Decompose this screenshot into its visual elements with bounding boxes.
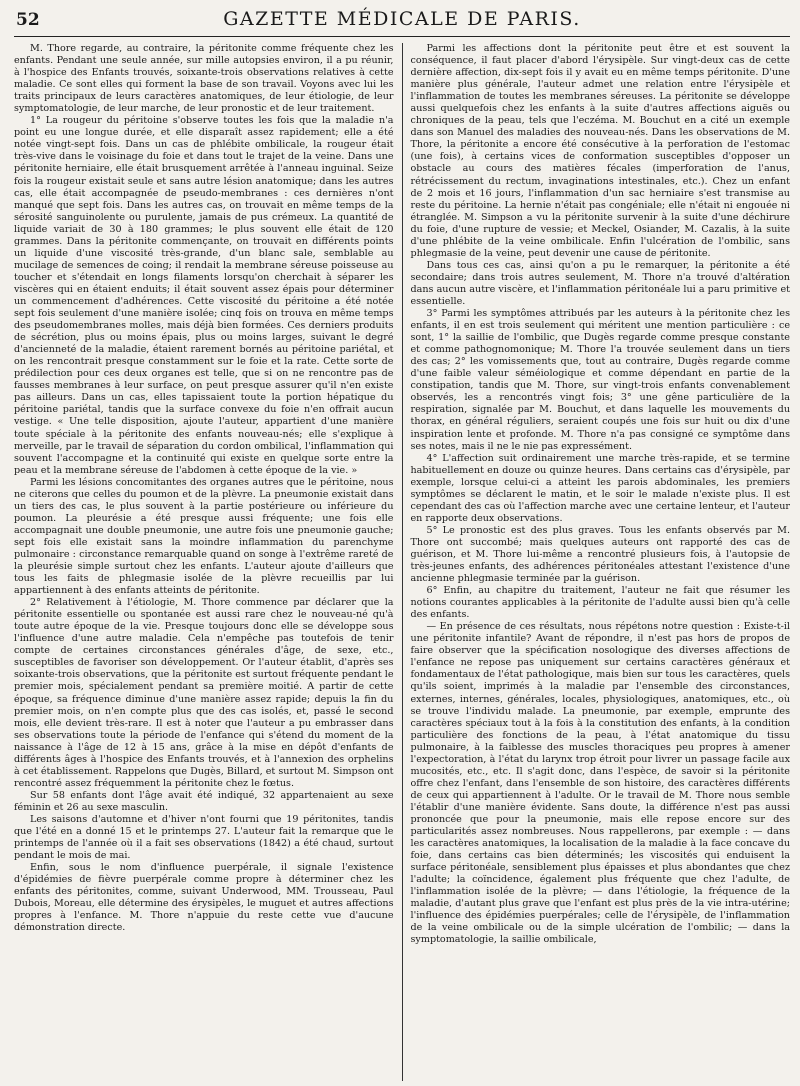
paragraph: Parmi les affections dont la péritonite peut être et est souvent la conséquence, il faut placer d'abord l'érysipèle. Sur vingt-deux cas de cette dernière affection, dix-sept fois il y avait eu en même temps péritonite. D'une manière plus générale, l'auteur admet une relation entre l'érysipèle et l'inflammation de toutes les membranes séreuses. La péritonite se développe aussi quelquefois chez les enfants à la suite d'autres affections aiguës ou chroniques de la peau, tels que l'eczéma. M. Bouchut en a cité un exemple dans son Manuel des maladies des nouveau-nés. Dans les observations de M. Thore, la péritonite a encore été consécutive à la perforation de l'estomac (une fois), à certains vices de conformation susceptibles d'opposer un obstacle au cours des matières fécales (imperforation de l'anus, rétrécissement du rectum, invaginations intestinales, etc.). Chez un enfant de 2 mois et 16 jours, l'inflammation d'un sac herniaire s'est transmise au reste du péritoine. La hernie n'était pas congéniale; elle n'était ni engouée ni étranglée. M. Simpson a vu la péritonite survenir à la suite d'une déchirure du foie, d'une rupture de vessie; et Meckel, Osiander, M. Cazalis, à la suite d'une phlébite de la veine ombilicale. Enfin l'ulcération de l'ombilic, sans phlegmasie de la veine, peut devenir une cause de péritonite. [410,43,790,259]
paragraph: — En présence de ces résultats, nous répétons notre question : Existe-t-il une péritonite infantile? Avant de répondre, il n'est pas hors de propos de faire observer que la spécification nosologique des diverses affections de l'enfance ne repose pas uniquement sur certains caractères généraux et fondamentaux de l'état pathologique, mais bien sur tous les caractères, quels qu'ils soient, imprimés à la maladie par l'ensemble des circonstances, externes, internes, générales, locales, physiologiques, anatomiques, etc., où se trouve l'individu malade. La pneumonie, par exemple, emprunte des caractères spéciaux tout à la fois à la constitution des enfants, à la condition particulière des fonctions de la peau, à l'état anatomique du tissu pulmonaire, à la faiblesse des muscles thoraciques peu propres à amener l'expectoration, à l'état du larynx trop étroit pour livrer un passage facile aux mucosités, etc., etc. Il s'agit donc, dans l'espèce, de savoir si la péritonite offre chez l'enfant, dans l'ensemble de son histoire, des caractères différents de ceux qui appartiennent à l'adulte. Or le travail de M. Thore nous semble l'établir d'une manière évidente. Sans doute, la différence n'est pas aussi prononcée que pour la pneumonie, mais elle repose encore sur des particularités assez nombreuses. Nous rappellerons, par exemple : — dans les caractères anatomiques, la localisation de la maladie à la face concave du foie, dans certains cas bien déterminés; les viscosités qui enduisent la surface péritonéale, sensiblement plus épaisses et plus abondantes que chez l'adulte; la coïncidence, également plus fréquente que chez l'adulte, de l'inflammation isolée de la plèvre; — dans l'étiologie, la fréquence de la maladie, d'autant plus grave que l'enfant est plus près de la vie intra-utérine; l'influence des épidémies puerpérales; celle de l'érysipèle, de l'inflammation de la veine ombilicale ou de la simple ulcération de l'ombilic; — dans la symptomatologie, la saillie ombilicale, [410,621,790,946]
paragraph: 3° Parmi les symptômes attribués par les auteurs à la péritonite chez les enfants, il en est trois seulement qui méritent une mention particulière : ce sont, 1° la saillie de l'ombilic, que Dugès regarde comme presque constante et comme pathognomonique; M. Thore l'a trouvée seulement dans un tiers des cas; 2° les vomissements que, tout au contraire, Dugès regarde comme d'une faible valeur séméiologique et comme dépendant en partie de la constipation, tandis que M. Thore, sur vingt-trois enfants convenablement observés, les a rencontrés vingt fois; 3° une gêne particulière de la respiration, signalée par M. Bouchut, et dans laquelle les mouvements du thorax, en général réguliers, seraient coupés une fois sur huit ou dix d'une inspiration lente et profonde. M. Thore n'a pas consigné ce symptôme dans ses notes, mais il ne le nie pas expressément. [410,308,790,452]
paragraph: 6° Enfin, au chapitre du traitement, l'auteur ne fait que résumer les notions courantes applicables à la péritonite de l'adulte aussi bien qu'à celle des enfants. [410,585,790,621]
left-column [14,43,402,1081]
right-column [403,43,791,1081]
paragraph: 4° L'affection suit ordinairement une marche très-rapide, et se termine habituellement en douze ou quinze heures. Dans certains cas d'érysipèle, par exemple, lorsque celui-ci a atteint les parois abdominales, les premiers symptômes se déclarent le matin, et le soir le malade n'existe plus. Il est cependant des cas où l'affection marche avec une certaine lenteur, et l'auteur en rapporte deux observations. [410,452,790,524]
page-number: 52 [16,10,40,30]
paragraph: Enfin, sous le nom d'influence puerpérale, il signale l'existence d'épidémies de fièvre puerpérale comme propre à déterminer chez les enfants des péritonites, comme, suivant Underwood, MM. Trousseau, Paul Dubois, Moreau, elle détermine des érysipèles, le muguet et autres affections propres à l'enfance. M. Thore n'appuie du reste cette vue d'aucune démonstration directe. [14,862,394,934]
paragraph: Dans tous ces cas, ainsi qu'on a pu le remarquer, la péritonite a été secondaire; dans trois autres seulement, M. Thore n'a trouvé d'altération dans aucun autre viscère, et l'inflammation péritonéale lui a paru primitive et essentielle. [410,259,790,307]
journal-title: GAZETTE MÉDICALE DE PARIS. [223,8,581,30]
two-column-body [14,43,790,1081]
paragraph: Les saisons d'automne et d'hiver n'ont fourni que 19 péritonites, tandis que l'été en a donné 15 et le printemps 27. L'auteur fait la remarque que le printemps de l'année où il a fait ses observations (1842) a été chaud, surtout pendant le mois de mai. [14,814,394,862]
paragraph: 2° Relativement à l'étiologie, M. Thore commence par déclarer que la péritonite essentielle ou spontanée est aussi rare chez le nouveau-né qu'à toute autre époque de la vie. Presque toujours donc elle se développe sous l'influence d'une autre maladie. Cela n'empêche pas toutefois de tenir compte de certaines circonstances générales d'âge, de sexe, etc., susceptibles de favoriser son développement. Or l'auteur établit, d'après ses soixante-trois observations, que la péritonite est surtout fréquente pendant le premier mois, spécialement pendant sa première moitié. A partir de cette époque, sa fréquence diminue d'une manière assez rapide; depuis la fin du premier mois, on n'en compte plus que des cas isolés, et, passé le second mois, elle devient très-rare. Il est à noter que l'auteur a pu embrasser dans ses observations toute la période de l'enfance qui s'étend du moment de la naissance à l'âge de 12 à 15 ans, grâce à la mise en dépôt d'enfants de différents âges à l'hospice des Enfants trouvés, et à l'annexion des orphelins à cet établissement. Rappelons que Dugès, Billard, et surtout M. Simpson ont rencontré assez fréquemment la péritonite chez le fœtus. [14,597,394,789]
paragraph: M. Thore regarde, au contraire, la péritonite comme fréquente chez les enfants. Pendant une seule année, sur mille autopsies environ, il a pu réunir, à l'hospice des Enfants trouvés, soixante-trois observations relatives à cette maladie. Ce sont elles qui forment la base de son travail. Voyons avec lui les traits principaux de leurs caractères anatomiques, de leur étiologie, de leur symptomatologie, de leur marche, de leur pronostic et de leur traitement. [14,43,394,115]
paragraph: 5° Le pronostic est des plus graves. Tous les enfants observés par M. Thore ont succombé; mais quelques auteurs ont rapporté des cas de guérison, et M. Thore lui-même a rencontré plusieurs fois, à l'autopsie de très-jeunes enfants, des adhérences péritonéales attestant l'existence d'une ancienne phlegmasie terminée par la guérison. [410,524,790,585]
paragraph: Sur 58 enfants dont l'âge avait été indiqué, 32 appartenaient au sexe féminin et 26 au sexe masculin. [14,789,394,813]
page-header [14,6,790,37]
paragraph: Parmi les lésions concomitantes des organes autres que le péritoine, nous ne citerons que celles du poumon et de la plèvre. La pneumonie existait dans un tiers des cas, le plus souvent à la partie postérieure ou inférieure du poumon. La pleurésie a été presque aussi fréquente; une fois elle accompagnait une double pneumonie, une autre fois une pneumonie gauche; sept fois elle existait sans la moindre inflammation du parenchyme pulmonaire : circonstance remarquable quand on songe à l'extrême rareté de la pleurésie simple surtout chez les enfants. L'auteur ajoute d'ailleurs que tous les faits de phlegmasie isolée de la plèvre recueillis par lui appartiennent à des enfants atteints de péritonite. [14,476,394,597]
paragraph: 1° La rougeur du péritoine s'observe toutes les fois que la maladie n'a point eu une longue durée, et elle disparaît assez rapidement; elle a été notée vingt-sept fois. Dans un cas de phlébite ombilicale, la rougeur était très-vive dans le voisinage du foie et dans tout le trajet de la veine. Dans une péritonite herniaire, elle était brusquement arrêtée à l'anneau inguinal. Seize fois la rougeur existait seule et sans autre lésion anatomique; dans les autres cas, elle était accompagnée de pseudo-membranes : ces dernières n'ont manqué que sept fois. Dans les autres cas, on trouvait en même temps de la sérosité sanguinolente ou purulente, jamais de pus crémeux. La quantité de liquide variait de 30 à 180 grammes; le plus souvent elle était de 120 grammes. Dans la péritonite commençante, on trouvait en différents points un liquide d'une viscosité très-grande, d'un blanc sale, semblable au mucilage de semences de coing; il rendait la membrane séreuse poisseuse au toucher et s'étendait en longs filaments lorsqu'on cherchait à séparer les viscères qui en étaient enduits; il était souvent assez épais pour déterminer un commencement d'adhérences. Cette viscosité du péritoine a été notée sept fois seulement d'une manière isolée; cinq fois on trouva en même temps des pseudomembranes molles, mais déjà bien formées. Ces derniers produits de sécrétion, plus ou moins épais, plus ou moins larges, suivant le degré d'ancienneté de la maladie, étaient rarement bornés au péritoine pariétal, et on les rencontrait presque constamment sur le foie et la rate. Cette sorte de prédilection pour ces deux organes est telle, que si on ne rencontre pas de fausses membranes à leur surface, on peut presque assurer qu'il n'en existe pas ailleurs. Dans un cas, elles tapissaient toute la portion hépatique du péritoine pariétal, tandis que la surface convexe du foie n'en offrait aucun vestige. « Une telle disposition, ajoute l'auteur, appartient d'une manière toute spéciale à la péritonite des enfants nouveau-nés; elle s'explique à merveille, par le travail de séparation du cordon ombilical, l'inflammation qui souvent l'accompagne et la continuité qui existe en quelque sorte entre la peau et la membrane séreuse de l'abdomen à cette époque de la vie. » [14,115,394,476]
